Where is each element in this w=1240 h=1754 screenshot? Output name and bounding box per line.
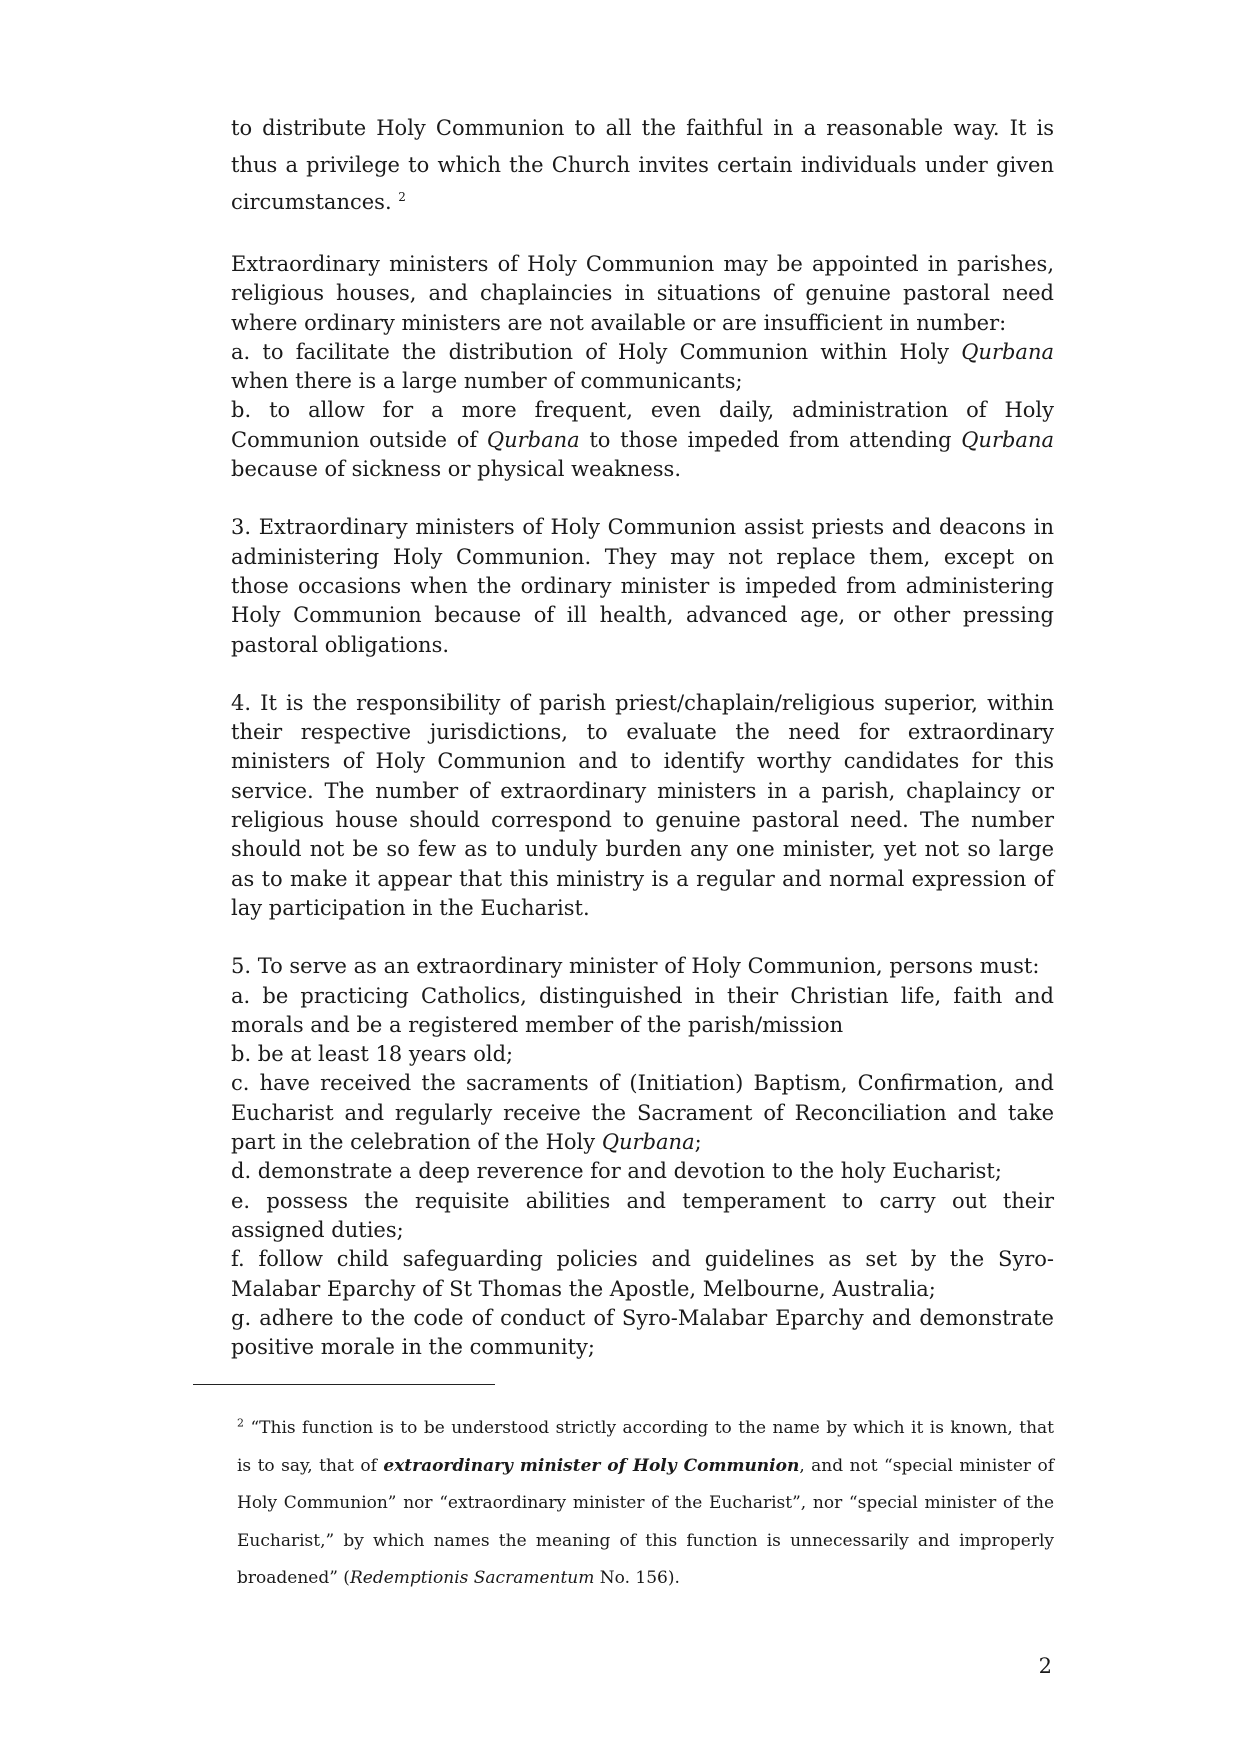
paragraph-2-item-a: a. to facilitate the distribution of Holy Communion within Holy Qurbana when there is a large number of communicants; — [231, 339, 1054, 394]
paragraph-5-item-c: c. have received the sacraments of (Initiation) Baptism, Confirmation, and Eucharist and regularly receive the Sacrament of Reconciliation and take part in the celebration of the Holy Qurbana; — [231, 1071, 1054, 1155]
footnote-number: 2 — [237, 1416, 244, 1430]
paragraph-5-item-a: a. be practicing Catholics, distinguished in their Christian life, faith and morals and be a registered member of the parish/mission — [231, 983, 1054, 1037]
paragraph-1: to distribute Holy Communion to all the faithful in a reasonable way. It is thus a privilege to which the Church invites certain individuals under given circumstances. $^2$ — [231, 116, 1054, 214]
paragraph-3: 3. Extraordinary ministers of Holy Communion assist priests and deacons in administering Holy Communion. They may not replace them, except on those occasions when the ordinary minister is impeded from administering Holy Communion because of ill health, advanced age, or other pressing pastoral obligations. — [231, 515, 1054, 657]
paragraph-5-item-b: b. be at least 18 years old; — [231, 1042, 514, 1067]
paragraph-2-item-b: b. to allow for a more frequent, even daily, administration of Holy Communion outside of Qurbana to those impeded from attending Qurbana because of sickness or physical weakness. — [231, 398, 1054, 482]
footnote-separator — [193, 1384, 495, 1385]
paragraph-5-item-e: e. possess the requisite abilities and temperament to carry out their assigned duties; — [231, 1188, 1054, 1242]
paragraph-5-item-f: f. follow child safeguarding policies and guidelines as set by the Syro-Malabar Eparchy of St Thomas the Apostle, Melbourne, Australia; — [231, 1247, 1054, 1301]
paragraph-2-intro: Extraordinary ministers of Holy Communion may be appointed in parishes, religious houses, and chaplaincies in situations of genuine pastoral need where ordinary ministers are not available or are insufficient in number: — [231, 252, 1054, 335]
page-number: 2 — [1038, 1654, 1052, 1678]
paragraph-5-item-g: g. adhere to the code of conduct of Syro-Malabar Eparchy and demonstrate positive morale in the community; — [231, 1305, 1054, 1360]
footnote-reference: 2 — [398, 190, 406, 204]
footnote: $^2$ “This function is to be understood strictly according to the name by which it is known, that is to say, that of extraordinary minister of Holy Communion, and not “special minister of Holy Communion” nor “extraordinary minister of the Eucharist”, nor “special minister of the Eucharist,” by which names the meaning of this function is unnecessarily and improperly broadened” (Redemptionis Sacramentum No. 156). — [237, 1416, 1055, 1588]
paragraph-5-intro: 5. To serve as an extraordinary minister of Holy Communion, persons must: — [231, 954, 1040, 979]
paragraph-4: 4. It is the responsibility of parish priest/chaplain/religious superior, within their respective jurisdictions, to evaluate the need for extraordinary ministers of Holy Communion and to identify worthy candidates for this service. The number of extraordinary ministers in a parish, chaplaincy or religious house should correspond to genuine pastoral need. The number should not be so few as to unduly burden any one minister, yet not so large as to make it appear that this ministry is a regular and normal expression of lay participation in the Eucharist. — [231, 690, 1054, 920]
body-text — [231, 110, 1054, 1362]
paragraph-5-item-d: d. demonstrate a deep reverence for and devotion to the holy Eucharist; — [231, 1159, 1002, 1184]
